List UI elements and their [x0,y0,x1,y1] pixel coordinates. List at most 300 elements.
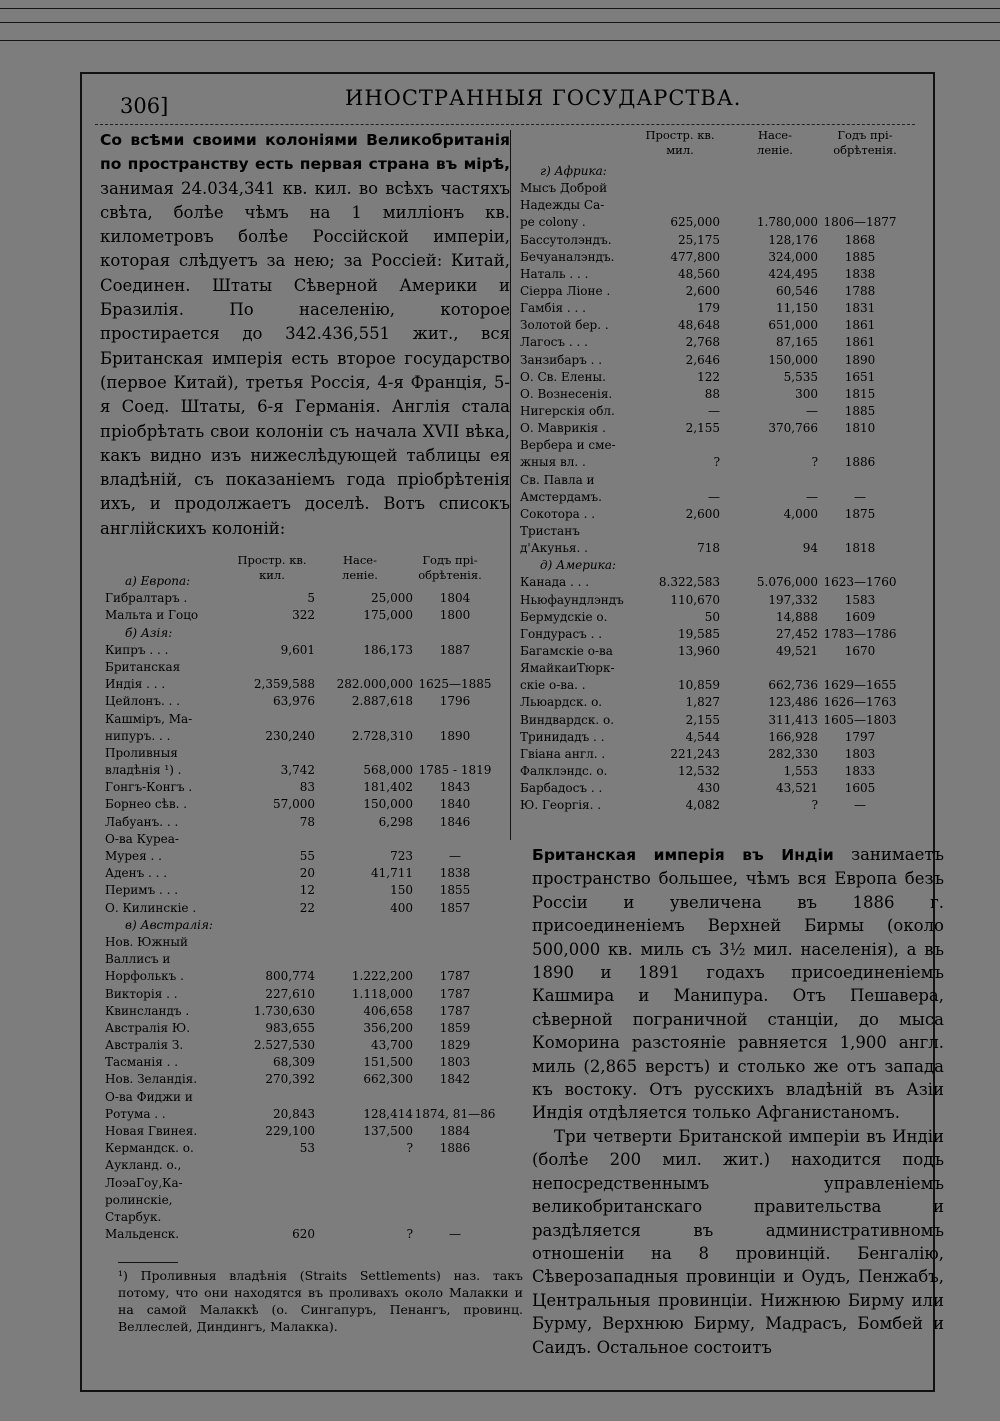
section-label: б) Азія: [125,625,173,640]
area-cell: 2.527,530 [253,1038,315,1053]
colony-name: О. Маврикія . [520,421,606,436]
area-cell: — [708,403,720,418]
table-row [105,762,520,779]
table-row [105,1054,520,1071]
area-cell: 430 [697,781,720,796]
year-cell: 1831 [844,301,876,316]
year-cell: 1783—1786 [823,626,897,641]
table-row [105,1226,520,1243]
intro-bold-lead: Со всѣми своими колоніями Великобританія по пространству есть первая страна въ мірѣ, [100,131,510,174]
year-cell: 1815 [844,386,876,401]
year-cell: 1887 [439,642,471,657]
colony-name: Канада . . . [520,575,590,590]
colony-name: Тринидадъ . . [520,729,605,744]
population-cell: 651,000 [768,318,818,333]
colony-name: Нов. Южный [105,934,188,949]
table-row [105,1089,520,1106]
area-cell: 2,646 [685,352,720,367]
colony-name: Мальденск. [105,1227,180,1242]
india-bold-lead: Британская имперія въ Индіи [532,846,834,864]
colony-name: Наталь . . . [520,266,589,281]
population-cell: 128,176 [768,232,818,247]
table-row [520,454,920,471]
table-row [520,437,920,454]
intro-text: занимая 24.034,341 кв. кил. во всѣхъ частяхъ свѣта, болѣе чѣмъ на 1 милліонъ кв. километровъ болѣе Россійской имперіи, которая слѣдуетъ за нею; за Россіей: Китай, Соединен. Штаты Сѣверной Америки и Бразилія. По населенію, которое простирается до 342.436,551 жит., вся Британская имперія есть второе государство (первое Китай), третья Россія, 4-я Франція, 5-я Соед. Штаты, 6-я Германія. Англія стала пріобрѣтать свои колоніи съ начала XVII вѣка, какъ видно изъ нижеслѣдующей таблицы ея владѣній, съ показаніемъ года пріобрѣтенія ихъ, и продолжаетъ доселѣ. Вотъ списокъ англійскихъ колоній: [100,178,510,538]
table-row [105,1106,520,1123]
year-cell: 1623—1760 [823,575,897,590]
header-rule [95,124,915,125]
table-row [105,986,520,1003]
table-row [520,540,920,557]
table-row [520,180,920,197]
population-cell: 175,000 [363,608,413,623]
area-cell: 9,601 [280,642,315,657]
table-row [520,214,920,231]
colony-name: Кермандск. о. [105,1141,194,1156]
population-cell: 1,553 [783,763,818,778]
area-cell: 4,082 [685,798,720,813]
table-row [520,489,920,506]
colony-name: О. Килинскіе . [105,900,197,915]
table-row [520,420,920,437]
right-header-year: Годъ прі- обрѣтенія. [833,128,897,157]
population-cell: ? [406,1227,413,1242]
year-cell: 1890 [844,352,876,367]
colony-name: Надежды Са- [520,198,605,213]
left-header-population: Насе- леніе. [342,553,378,582]
colony-name: О-ва Куреа- [105,831,179,846]
colony-name: Проливныя [105,745,178,760]
population-cell: 43,700 [371,1038,413,1053]
table-row [520,694,920,711]
population-cell: 6,298 [378,814,413,829]
table-row [105,1209,520,1226]
population-cell: 27,452 [776,626,818,641]
colony-name: Кипръ . . . [105,642,169,657]
year-cell: 1884 [439,1124,471,1138]
population-cell: 137,500 [363,1124,413,1138]
table-row [520,643,920,660]
table-row [105,676,520,693]
table-row [520,506,920,523]
year-cell: 1843 [439,780,471,795]
india-paragraph-2: Три четверти Британской имперіи въ Индіи (болѣе 200 мил. жит.) находится подъ непосредственнымъ управленіемъ великобританскаго правительства и раздѣляется въ административномъ отношеніи на 8 провинцій. Бенгалію, Сѣверозападныя провинціи и Оудъ, Пенжабъ, Центральныя провинціи. Нижнюю Бирму или Бурму, Верхнюю Бирму, Мадрасъ, Бомбей и Саидъ. Остальное состоитъ [532,1126,944,1357]
table-row [105,1140,520,1157]
area-cell: 322 [292,608,315,623]
colony-name: Гонгъ-Конгъ . [105,780,193,795]
area-cell: 83 [299,780,315,795]
colony-name: Св. Павла и [520,472,595,487]
footnote: ¹) Проливныя владѣнія (Straits Settlements) наз. такъ потому, что они находятся въ проливахъ около Малакки и на самой Малаккѣ (о. Сингапуръ, Пенангъ, провинц. Веллеслей, Диндингъ, Малакка). [118,1268,523,1334]
year-cell: 1885 [844,249,876,264]
table-row [520,472,920,489]
table-row [105,951,520,968]
colony-name: Аденъ . . . [105,866,168,881]
area-cell: 13,960 [678,643,720,658]
year-cell: 1868 [844,232,876,247]
area-cell: 110,670 [670,592,720,607]
year-cell: 1803 [844,746,876,761]
table-row [105,642,520,659]
colony-name: Норфолькъ . [105,969,184,984]
right-header-population: Насе- леніе. [757,128,793,157]
population-cell: 5,535 [783,369,818,384]
colony-name: Гибралтаръ . [105,591,188,606]
scan-edge-line [0,40,1000,41]
population-cell: 87,165 [776,335,818,350]
left-colonies-table [105,573,520,1243]
table-row [105,1175,520,1192]
population-cell: 300 [795,386,818,401]
area-cell: 53 [299,1141,315,1156]
table-row [520,797,920,814]
colony-name: Нигерскія обл. [520,403,615,418]
year-cell: 1629—1655 [823,678,897,693]
area-cell: 718 [697,541,720,556]
table-row [105,968,520,985]
area-cell: 57,000 [273,797,315,812]
population-cell: 400 [390,900,413,915]
table-row [105,625,520,642]
population-cell: 150 [390,883,413,898]
colony-name: Цейлонъ. . . [105,694,181,709]
colony-name: Австралія З. [105,1038,184,1053]
area-cell: 25,175 [678,232,720,247]
population-cell: 1.780,000 [756,215,818,230]
year-cell: 1788 [844,283,876,298]
table-row [105,1192,520,1209]
area-cell: 22 [299,900,315,915]
table-row [105,796,520,813]
population-cell: ? [811,798,818,813]
year-cell: 1857 [439,900,471,915]
area-cell: 1.730,630 [253,1003,315,1018]
colony-name: Багамскіе о-ва [520,643,613,658]
area-cell: 10,859 [678,678,720,693]
year-cell: 1861 [844,335,876,350]
area-cell: ? [713,455,720,470]
table-row [105,1071,520,1088]
area-cell: 2,600 [685,506,720,521]
right-colonies-table [520,163,920,814]
table-row [105,1020,520,1037]
colony-name: Нов. Зеландія. [105,1072,198,1087]
table-row [105,831,520,848]
population-cell: 94 [802,541,818,556]
population-cell: 4,000 [783,506,818,521]
colony-name: Британская [105,659,181,674]
area-cell: 230,240 [265,728,315,743]
table-row [520,609,920,626]
colony-name: владѣнія ¹) . [105,763,182,778]
colony-name: жныя вл. . [520,455,586,470]
table-row [520,626,920,643]
population-cell: 186,173 [363,642,413,657]
area-cell: 625,000 [670,215,720,230]
area-cell: 88 [704,386,720,401]
colony-name: Льюардск. о. [520,695,603,710]
year-cell: 1804 [439,591,471,606]
left-header-year: Годъ прі- обрѣтенія. [418,553,482,582]
area-cell: 78 [299,814,315,829]
area-cell: 179 [697,301,720,316]
table-row [105,693,520,710]
population-cell: 150,000 [768,352,818,367]
colony-name: Бассутолэндъ. [520,232,612,247]
table-row [520,369,920,386]
population-cell: 25,000 [371,591,413,606]
section-label: в) Австралія: [125,917,213,932]
year-cell: 1818 [844,541,876,556]
population-cell: 5.076,000 [756,575,818,590]
colony-name: ролинскіе, [105,1192,173,1207]
population-cell: 181,402 [363,780,413,795]
year-cell: 1855 [439,883,471,898]
area-cell: 800,774 [265,969,315,984]
year-cell: 1609 [844,609,876,624]
year-cell: 1787 [439,969,471,984]
area-cell: 227,610 [265,986,315,1001]
population-cell: — [806,489,818,504]
population-cell: 356,200 [363,1020,413,1035]
scan-edge-line [0,22,1000,23]
colony-name: скіе о-ва. . [520,678,586,693]
population-cell: ? [406,1141,413,1156]
area-cell: 270,392 [265,1072,315,1087]
year-cell: 1886 [844,455,876,470]
population-cell: 1.118,000 [351,986,413,1001]
population-cell: 662,300 [363,1072,413,1087]
year-cell: 1838 [439,866,471,881]
area-cell: 229,100 [265,1124,315,1138]
year-cell: 1886 [439,1141,471,1156]
area-cell: — [708,489,720,504]
table-row [520,780,920,797]
population-cell: 424,495 [768,266,818,281]
area-cell: 12 [299,883,315,898]
colony-name: Гвіана англ. . [520,746,606,761]
table-row [105,1037,520,1054]
population-cell: 311,413 [768,712,818,727]
population-cell: 123,486 [768,695,818,710]
colony-name: Мальта и Гоцо [105,608,199,623]
table-row [520,523,920,540]
area-cell: 5 [307,591,315,606]
area-cell: 620 [292,1227,315,1242]
area-cell: 4,544 [685,729,720,744]
table-row [105,934,520,951]
area-cell: 2,155 [685,421,720,436]
area-cell: 55 [299,849,315,863]
table-row [520,746,920,763]
colony-name: Ю. Георгія. . [520,798,602,813]
colony-name: ре colony . [520,215,586,230]
colony-name: Занзибаръ . . [520,352,603,367]
table-row [520,677,920,694]
colony-name: Австралія Ю. [105,1020,191,1035]
area-cell: 2,600 [685,283,720,298]
table-row [520,729,920,746]
year-cell: 1861 [844,318,876,333]
left-header-area: Простр. кв. кил. [237,553,307,582]
table-row [105,728,520,745]
table-row [520,557,920,574]
table-row [105,590,520,607]
year-cell: 1800 [439,608,471,623]
population-cell: 11,150 [776,301,818,316]
colony-name: Индія . . . [105,677,166,692]
year-cell: — [854,489,866,504]
area-cell: 48,648 [678,318,720,333]
table-row [105,1157,520,1174]
area-cell: 48,560 [678,266,720,281]
colony-name: Фалклэндс. о. [520,763,608,778]
population-cell: 282,330 [768,746,818,761]
population-cell: 41,711 [371,866,413,881]
colony-name: Виндвардск. о. [520,712,615,727]
population-cell: 568,000 [363,763,413,778]
colony-name: Золотой бер. . [520,318,609,333]
year-cell: 1840 [439,797,471,812]
area-cell: 50 [704,609,720,624]
colony-name: Борнео сѣв. . [105,797,188,812]
colony-name: Сокотора . . [520,506,596,521]
population-cell: 166,928 [768,729,818,744]
colony-name: О. Св. Елены. [520,369,606,384]
colony-name: ЯмайкаиТюрк- [520,661,615,676]
colony-name: д'Акунья. . [520,541,588,556]
table-row [520,574,920,591]
area-cell: 3,742 [280,763,315,778]
area-cell: 12,532 [678,763,720,778]
table-row [520,403,920,420]
area-cell: 63,976 [273,694,315,709]
table-row [520,232,920,249]
table-row [520,386,920,403]
page-title: ИНОСТРАННЫЯ ГОСУДАРСТВА. [345,86,742,110]
year-cell: 1785 - 1819 [418,763,492,778]
year-cell: 1810 [844,421,876,436]
colony-name: нипуръ. . . [105,728,171,743]
year-cell: 1838 [844,266,876,281]
population-cell: 662,736 [768,678,818,693]
year-cell: 1651 [844,369,876,384]
right-header-area: Простр. кв. мил. [645,128,715,157]
intro-paragraph [100,128,510,541]
year-cell: 1803 [439,1055,471,1070]
year-cell: 1885 [844,403,876,418]
year-cell: 1859 [439,1020,471,1035]
india-text [532,843,944,1359]
table-row [105,573,520,590]
year-cell: 1583 [844,592,876,607]
table-row [105,848,520,865]
year-cell: 1626—1763 [823,695,897,710]
colony-name: Гондурасъ . . [520,626,603,641]
area-cell: 2,768 [685,335,720,350]
table-row [520,266,920,283]
table-row [520,763,920,780]
area-cell: 477,800 [670,249,720,264]
population-cell: 370,766 [768,421,818,436]
section-label: д) Америка: [540,558,617,573]
table-row [105,711,520,728]
colony-name: Аукланд. о., [105,1158,182,1173]
colony-name: Перимъ . . . [105,883,179,898]
year-cell: 1842 [439,1072,471,1087]
area-cell: 221,243 [670,746,720,761]
scan-edge-line [0,8,1000,9]
table-row [520,712,920,729]
year-cell: 1787 [439,986,471,1001]
area-cell: 20 [299,866,315,881]
table-row [520,352,920,369]
population-cell: 150,000 [363,797,413,812]
population-cell: 14,888 [776,609,818,624]
table-row [105,917,520,934]
year-cell: 1605—1803 [823,712,897,727]
year-cell: 1796 [439,694,471,709]
year-cell: 1829 [439,1038,471,1053]
population-cell: 2.728,310 [351,728,413,743]
table-row [105,745,520,762]
population-cell: 128,414 [363,1106,413,1121]
area-cell: 122 [697,369,720,384]
population-cell: 2.887,618 [351,694,413,709]
colony-name: Валлисъ и [105,952,171,967]
area-cell: 2,359,588 [253,677,315,692]
table-row [520,592,920,609]
year-cell: 1787 [439,1003,471,1018]
table-row [105,1123,520,1140]
table-row [520,334,920,351]
colony-name: Ньюфаундлэндъ [520,592,624,607]
colony-name: Квинсландъ . [105,1003,190,1018]
colony-name: Барбадосъ . . [520,781,603,796]
table-row [520,300,920,317]
colony-name: ЛоэаГоу,Ка- [105,1175,183,1190]
area-cell: 20,843 [273,1106,315,1121]
page-number: 306] [120,94,169,118]
year-cell: 1605 [844,781,876,796]
year-cell: — [449,1227,461,1242]
table-row [520,317,920,334]
table-row [105,882,520,899]
area-cell: 8.322,583 [658,575,720,590]
population-cell: 49,521 [776,643,818,658]
area-cell: 2,155 [685,712,720,727]
population-cell: 1.222,200 [351,969,413,984]
area-cell: 1,827 [685,695,720,710]
table-row [105,900,520,917]
colony-name: Сіерра Ліоне . [520,283,611,298]
colony-name: Кашміръ, Ма- [105,711,193,726]
section-label: г) Африка: [540,164,607,178]
year-cell: 1806—1877 [823,215,897,230]
colony-name: Мысъ Доброй [520,181,608,196]
population-cell: 723 [390,849,413,863]
colony-name: Гамбія . . . [520,301,586,316]
section-label: а) Европа: [125,574,191,588]
colony-name: Викторія . . [105,986,178,1001]
colony-name: Тасманія . . [105,1055,179,1070]
colony-name: Амстердамъ. [520,489,602,504]
year-cell: — [854,798,866,813]
year-cell: 1833 [844,763,876,778]
colony-name: Бермудскіе о. [520,609,608,624]
table-row [105,607,520,624]
population-cell: 60,546 [776,283,818,298]
